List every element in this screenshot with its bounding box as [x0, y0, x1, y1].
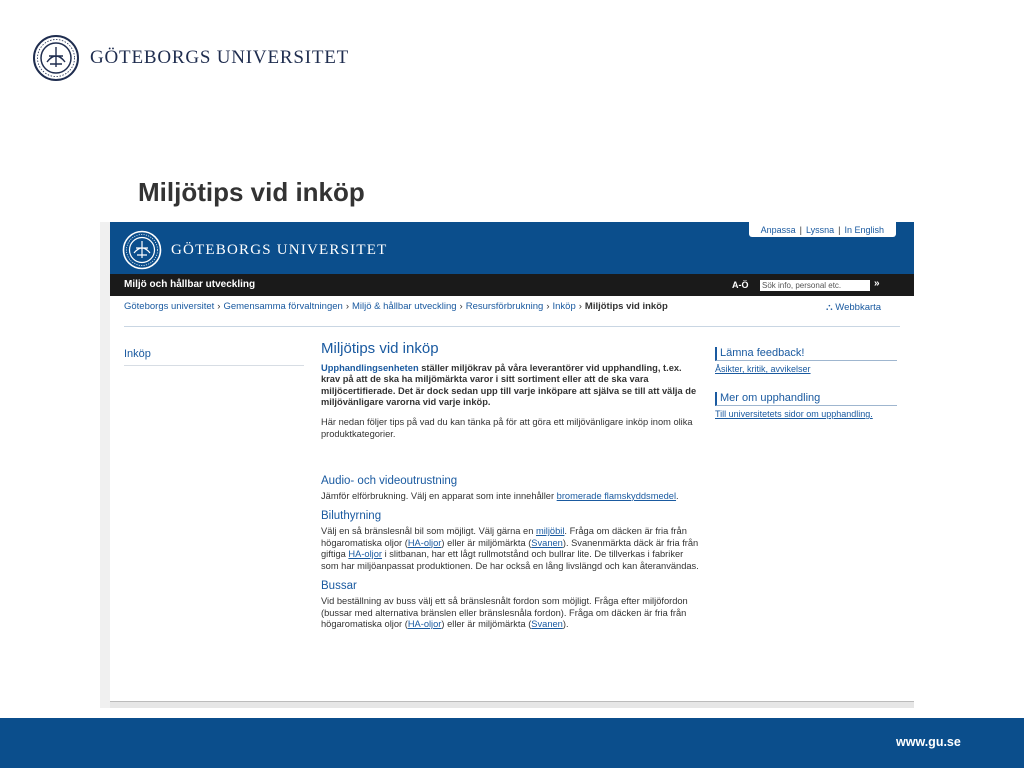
section-text	[321, 491, 701, 503]
breadcrumb	[124, 301, 784, 313]
tool-links	[749, 222, 896, 237]
breadcrumb-arrow-icon: ›	[217, 301, 221, 312]
section-text	[321, 596, 701, 631]
site-logo-text: GÖTEBORGS UNIVERSITET	[171, 241, 388, 258]
miljobil-link[interactable]: miljöbil	[535, 525, 565, 536]
slide-footer	[0, 718, 1024, 768]
tool-link-anpassa[interactable]: Anpassa	[760, 224, 796, 235]
footer-url: www.gu.se	[896, 735, 961, 749]
feedback-heading: Lämna feedback!	[715, 347, 897, 361]
text-run: . Fråga om däcken är fria från högaromatiska oljor (	[321, 525, 687, 548]
az-index-link[interactable]: A-Ö	[732, 280, 749, 290]
upphandlingsenheten-link[interactable]: Upphandlingsenheten	[321, 362, 419, 373]
text-run: .	[676, 490, 679, 501]
text-run: ).	[562, 619, 569, 630]
separator: |	[838, 224, 841, 235]
section-biluthyrning	[321, 511, 701, 572]
breadcrumb-item[interactable]: Gemensamma förvaltningen	[223, 301, 343, 312]
procurement-pages-link[interactable]: Till universitetets sidor om upphandling.	[715, 409, 873, 419]
sitemap-icon: ⛬	[826, 302, 833, 313]
right-sidebar	[715, 347, 897, 437]
section-bar	[110, 274, 914, 296]
breadcrumb-item[interactable]: Miljö & hållbar utveckling	[351, 301, 457, 312]
site-header	[110, 222, 914, 274]
text-run: i slitbanan, har ett lågt rullmotstånd och bullrar lite. De tillverkas i fabriker som har miljöanpassat produktionen. De har också en lång livslängd och kan återanvändas.	[321, 549, 699, 571]
gu-seal-icon	[122, 230, 162, 270]
text-run: ) eller är miljömärkta (	[441, 619, 532, 630]
ha-oljor-link[interactable]: HA-oljor	[407, 537, 442, 548]
article-heading: Miljötips vid inköp	[321, 340, 439, 357]
left-nav-item-inkop[interactable]: Inköp	[124, 348, 304, 366]
slide-logo-text: GÖTEBORGS UNIVERSITET	[90, 47, 350, 68]
search-input[interactable]	[760, 280, 870, 291]
intro-text: ställer miljökrav på våra leverantörer vid upphandling, t.ex. krav på att de ska ha miljömärkta varor i sitt sortiment eller att de ska vara miljöcertifierade. Det är dock sedan upp till varje inköpare att själva se till att välja de miljövänligare varorna vid varje inköp.	[321, 362, 697, 408]
slide-logo	[32, 34, 349, 82]
article-paragraph: Här nedan följer tips på vad du kan tänka på för att göra ett miljövänligare inköp inom olika produktkategorier.	[321, 416, 693, 439]
ha-oljor-link[interactable]: HA-oljor	[348, 549, 382, 560]
section-title[interactable]: Miljö och hållbar utveckling	[124, 279, 256, 290]
text-run: ) eller är miljömärkta (	[441, 537, 532, 548]
breadcrumb-arrow-icon: ›	[459, 301, 463, 312]
breadcrumb-arrow-icon: ›	[345, 301, 349, 312]
breadcrumb-current: Miljötips vid inköp	[584, 301, 668, 312]
sitemap-link[interactable]	[826, 302, 881, 313]
section-text	[321, 526, 701, 572]
text-run: ). Svanenmärkta däck är fria från giftiga	[321, 537, 699, 560]
separator: |	[799, 224, 802, 235]
main-content	[321, 340, 701, 640]
divider	[124, 326, 900, 327]
section-bussar	[321, 581, 701, 630]
slide-title: Miljötips vid inköp	[138, 177, 365, 207]
bromerade-link[interactable]: bromerade flamskyddsmedel	[556, 490, 677, 501]
tool-link-lyssna[interactable]: Lyssna	[805, 224, 835, 235]
sitemap-label: Webbkarta	[835, 302, 882, 313]
tool-link-english[interactable]: In English	[844, 224, 884, 235]
feedback-link[interactable]: Åsikter, kritik, avvikelser	[715, 364, 811, 374]
site-logo[interactable]	[122, 230, 387, 270]
browser-status-bar	[110, 701, 914, 708]
breadcrumb-item[interactable]: Inköp	[552, 301, 576, 312]
breadcrumb-arrow-icon: ›	[546, 301, 550, 312]
article-intro	[321, 363, 701, 409]
svanen-link[interactable]: Svanen	[531, 537, 563, 548]
search-go-button[interactable]: »	[874, 278, 880, 289]
ha-oljor-link[interactable]: HA-oljor	[407, 619, 442, 630]
text-run: Välj en så bränslesnål bil som möjligt. Välj gärna en	[321, 525, 536, 536]
left-navigation	[124, 348, 304, 366]
breadcrumb-arrow-icon: ›	[578, 301, 582, 312]
more-procurement-heading: Mer om upphandling	[715, 392, 897, 406]
breadcrumb-item[interactable]: Resursförbrukning	[465, 301, 544, 312]
website-screenshot	[100, 222, 914, 708]
section-heading: Audio- och videoutrustning	[321, 475, 458, 488]
section-heading: Bussar	[321, 580, 357, 593]
browser-viewport	[110, 222, 914, 708]
text-run: Vid beställning av buss välj ett så bränslesnålt fordon som möjligt. Fråga efter miljöfordon (bussar med alternativa bränslen eller bränslesnåla fordon). Fråga om däcken är fria från högaromatiska oljor (	[321, 595, 688, 630]
section-audio-video	[321, 476, 701, 502]
text-run: Jämför elförbrukning. Välj en apparat som inte innehåller	[321, 490, 557, 501]
svanen-link[interactable]: Svanen	[531, 619, 563, 630]
gu-seal-icon	[32, 34, 80, 82]
breadcrumb-item[interactable]: Göteborgs universitet	[124, 301, 215, 312]
section-heading: Biluthyrning	[321, 510, 382, 523]
